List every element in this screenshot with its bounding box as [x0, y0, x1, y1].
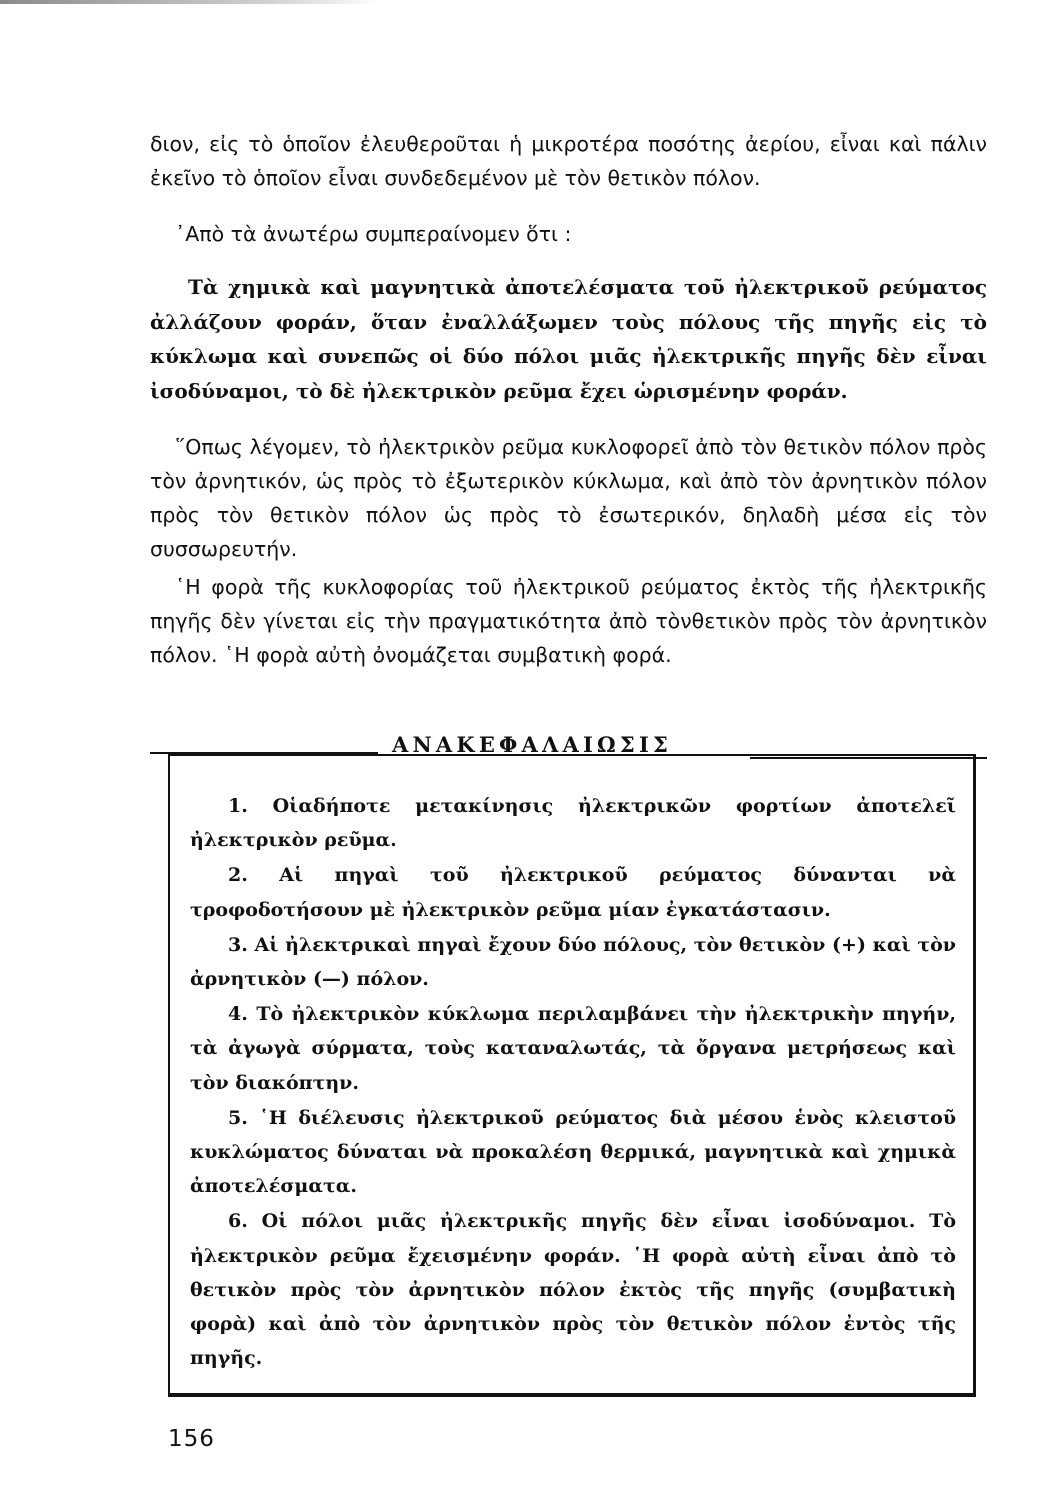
scan-edge-shadow [0, 0, 380, 4]
paragraph-conventional-direction: ῾Η φορὰ τῆς κυκλοφορίας τοῦ ἠλεκτρικοῦ ρεύματος ἐκτὸς τῆς ἠλεκτρικῆς πηγῆς δὲν γίνεται εἰς τὴν πραγματικότητα ἀπὸ τὸνθετικὸν πρὸς τὸν ἀρνητικὸν πόλον. ῾Η φορὰ αὐτὴ ὀνομάζεται συμβατικὴ φορά. [150, 575, 987, 667]
summary-item: 3. Αἱ ἠλεκτρικαὶ πηγαὶ ἔχουν δύο πόλους, τὸν θετικὸν (+) καὶ τὸν ἀρνητικὸν (—) πόλον. [190, 933, 956, 991]
summary-item: 4. Τὸ ἠλεκτρικὸν κύκλωμα περιλαμβάνει τὴν ἠλεκτρικὴν πηγήν, τὰ ἀγωγὰ σύρματα, τοὺς καταναλωτάς, τὰ ὄργανα μετρήσεως καὶ τὸν διακόπτην. [190, 1003, 956, 1094]
paragraph-conclusion-intro: ᾿Απὸ τὰ ἀνωτέρω συμπεραίνομεν ὅτι : [175, 222, 572, 246]
summary-item: 2. Αἱ πηγαὶ τοῦ ἠλεκτρικοῦ ρεύματος δύνανται νὰ τροφοδοτήσουν μὲ ἠλεκτρικὸν ρεῦμα μίαν ἐγκατάστασιν. [190, 864, 956, 921]
summary-title: ΑΝΑΚΕΦΑΛΑΙΩΣΙΣ [392, 732, 673, 757]
paragraph-conclusion-bold: Τὰ χημικὰ καὶ μαγνητικὰ ἀποτελέσματα τοῦ ἠλεκτρικοῦ ρεύματος ἀλλάζουν φοράν, ὅταν ἐναλλάξωμεν τοὺς πόλους τῆς πηγῆς εἰς τὸ κύκλωμα καὶ συνεπῶς οἱ δύο πόλοι μιᾶς ἠλεκτρικῆς πηγῆς δὲν εἶναι ἰσοδύναμοι, τὸ δὲ ἠλεκτρικὸν ρεῦμα ἔχει ὡρισμένην φοράν. [150, 275, 987, 403]
page-number: 156 [168, 1426, 215, 1452]
summary-item: 1. Οἱαδήποτε μετακίνησις ἠλεκτρικῶν φορτίων ἀποτελεῖ ἠλεκτρικὸν ρεῦμα. [190, 795, 956, 852]
summary-item: 6. Οἱ πόλοι μιᾶς ἠλεκτρικῆς πηγῆς δὲν εἶναι ἰσοδύναμοι. Τὸ ἠλεκτρικὸν ρεῦμα ἔχεισμένην φοράν. ῾Η φορὰ αὐτὴ εἶναι ἀπὸ τὸ θετικὸν πρὸς τὸν ἀρνητικὸν πόλον ἐκτὸς τῆς πηγῆς (συμβατικὴ φορὰ) καὶ ἀπὸ τὸν ἀρνητικὸν πρὸς τὸν θετικὸν πόλον ἐντὸς τῆς πηγῆς. [190, 1210, 956, 1370]
summary-list [190, 789, 956, 1376]
paragraph-current-direction: ῞Οπως λέγομεν, τὸ ἠλεκτρικὸν ρεῦμα κυκλοφορεῖ ἀπὸ τὸν θετικὸν πόλον πρὸς τὸν ἀρνητικόν, ὡς πρὸς τὸ ἐξωτερικὸν κύκλωμα, καὶ ἀπὸ τὸν ἀρνητικὸν πόλον πρὸς τὸν θετικὸν πόλον ὡς πρὸς τὸ ἐσωτερικόν, δηλαδὴ μέσα εἰς τὸν συσσωρευτήν. [150, 435, 987, 561]
summary-item: 5. ῾Η διέλευσις ἠλεκτρικοῦ ρεύματος διὰ μέσου ἑνὸς κλειστοῦ κυκλώματος δύναται νὰ προκαλέση θερμικά, μαγνητικὰ καὶ χημικὰ ἀποτελέσματα. [190, 1106, 956, 1198]
paragraph-continuation: διον, εἰς τὸ ὁποῖον ἐλευθεροῦται ἡ μικροτέρα ποσότης ἀερίου, εἶναι καὶ πάλιν ἐκεῖνο τὸ ὁποῖον εἶναι συνδεδεμένον μὲ τὸν θετικὸν πόλον. [150, 132, 987, 190]
